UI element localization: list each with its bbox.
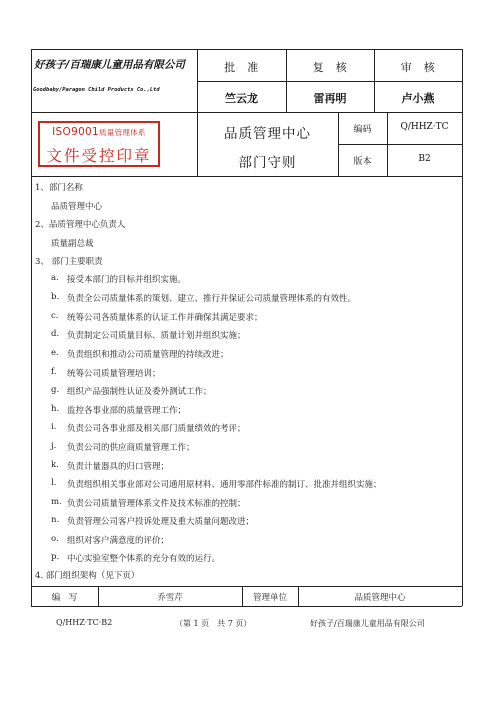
author-name: 乔雪芹 xyxy=(157,593,183,603)
footer-page-number: （第 1 页 共 7 页） xyxy=(175,619,252,628)
duty-text: 负责公司的供应商质量管理工作； xyxy=(67,443,195,453)
section-1-heading: 1、部门名称 xyxy=(35,183,83,193)
duty-text: 统筹公司质量管理培训； xyxy=(67,369,161,379)
section-3-heading: 3、 部门主要职责 xyxy=(35,257,103,267)
dept-name: 品质管理中心 xyxy=(354,593,406,603)
document-subtitle: 部门守则 xyxy=(238,155,297,171)
duty-letter: k. xyxy=(51,460,59,470)
section-2-heading: 2、品质管理中心负责人 xyxy=(35,220,126,230)
duty-text: 接受本部门的目标并组织实施。 xyxy=(67,275,187,285)
duty-letter: m. xyxy=(51,497,62,507)
duty-text: 负责组织和推动公司质量管理的持续改进； xyxy=(67,350,229,360)
duty-text: 负责组织相关事业部对公司通用原材料、通用零部件标准的制订、批准并组织实施； xyxy=(67,480,382,490)
approver-name: 竺云龙 xyxy=(225,92,258,105)
duty-text: 统筹公司各质量体系的认证工作并确保其满足要求； xyxy=(67,313,263,323)
duty-letter: n. xyxy=(51,515,60,525)
duty-letter: e. xyxy=(51,348,59,358)
duty-text: 组织产品强制性认证及委外测试工作； xyxy=(67,387,212,397)
section-2-body: 质量副总裁 xyxy=(51,239,94,249)
duty-letter: b. xyxy=(51,292,60,302)
duty-letter: i. xyxy=(51,422,57,432)
company-name-en: Goodbaby/Paragon Child Products Co.,Ltd xyxy=(33,87,160,93)
duty-letter: a. xyxy=(51,273,59,283)
stamp-line-2: 文件受控印章 xyxy=(46,147,152,165)
section-1-body: 品质管理中心 xyxy=(51,202,103,212)
document-control-stamp xyxy=(38,121,160,167)
duty-letter: g. xyxy=(51,385,60,395)
duty-letter: f. xyxy=(51,367,57,377)
footer-company: 好孩子/百瑞康儿童用品有限公司 xyxy=(310,619,425,628)
approve-label: 批 准 xyxy=(224,61,259,74)
document-title: 品质管理中心 xyxy=(224,126,311,142)
company-name-cn: 好孩子/百瑞康儿童用品有限公司 xyxy=(34,59,185,71)
duty-text: 中心实验室整个体系的充分有效的运行。 xyxy=(67,554,221,564)
reviewer-name: 雷再明 xyxy=(313,92,347,105)
duty-text: 负责公司质量管理体系文件及技术标准的控制； xyxy=(67,499,246,509)
duty-text: 负责计量器具的归口管理； xyxy=(67,462,170,472)
version-value: B2 xyxy=(418,154,431,164)
code-label: 编码 xyxy=(353,125,372,135)
duty-text: 负责管理公司客户投诉处理及重大质量问题改进； xyxy=(67,517,255,527)
auditor-name: 卢小燕 xyxy=(401,92,435,105)
duty-text: 负责制定公司质量目标、质量计划并组织实施； xyxy=(67,331,246,341)
author-label: 编 写 xyxy=(51,593,78,603)
duty-letter: p. xyxy=(51,552,60,562)
duty-letter: j. xyxy=(51,441,57,451)
duty-letter: o. xyxy=(51,534,59,544)
section-4-heading: 4. 部门组织架构（见下页） xyxy=(35,571,140,581)
duty-text: 监控各事业部的质量管理工作； xyxy=(67,406,187,416)
stamp-line-1: ISO9001质量管理体系 xyxy=(52,126,146,138)
duty-letter: l. xyxy=(51,478,57,488)
duty-text: 组织对客户满意度的评价； xyxy=(67,536,170,546)
audit-label: 审 核 xyxy=(400,61,436,74)
code-value: Q/HHZ·TC xyxy=(400,122,449,132)
duty-text: 负责全公司质量体系的策划、建立、推行并保证公司质量管理体系的有效性。 xyxy=(67,294,357,304)
duty-letter: h. xyxy=(51,404,60,414)
version-label: 版本 xyxy=(353,157,372,167)
review-label: 复 核 xyxy=(312,61,348,74)
footer-code: Q/HHZ·TC·B2 xyxy=(56,618,113,627)
duty-letter: d. xyxy=(51,329,60,339)
duty-letter: c. xyxy=(51,311,59,321)
dept-label: 管理单位 xyxy=(252,593,287,603)
duty-text: 负责公司各事业部及相关部门质量绩效的考评； xyxy=(67,424,246,434)
